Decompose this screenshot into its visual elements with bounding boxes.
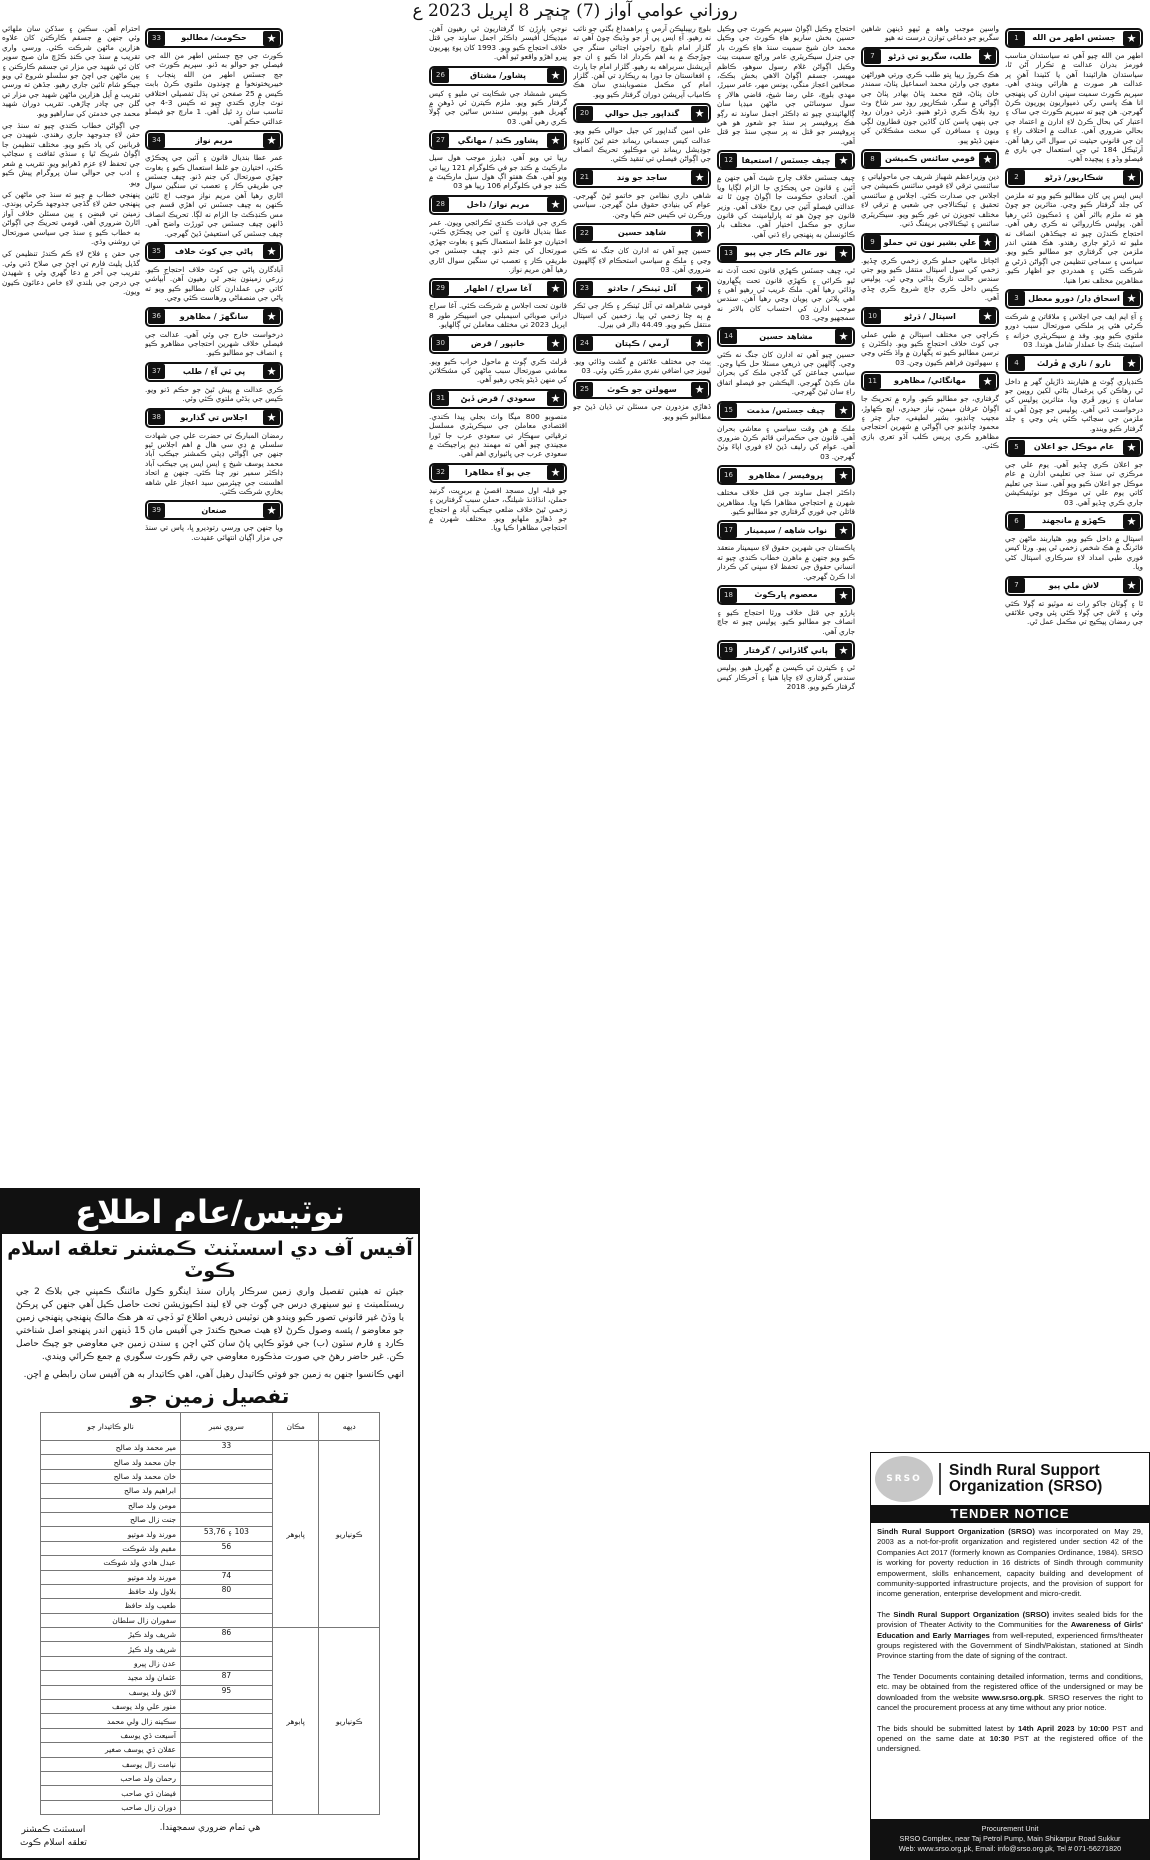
- owner-cell: جان محمد ولد صالح: [41, 1455, 181, 1469]
- article-text: ڪنڊياري ڳوٺ ۾ هٿياربند ڌاڙيلن گهر ۾ داخل ٿي رهاڪن کي يرغمال بڻائي لکين روپين جو سامان ۽ زيور ڦري ويا. متاثرين پوليس کي درخواست ڏني آهي. پوليس جو چوڻ آهي ته ملزمن جي سڃاڻپ ڪئي پئي وڃي ۽ جلد گرفتار ڪيو ويندو.: [1005, 376, 1143, 433]
- survey-cell: [181, 1656, 273, 1670]
- section-title: پي ٽي آءِ / طلب: [182, 367, 246, 377]
- section-header: [717, 327, 855, 347]
- star-icon: ★: [547, 391, 564, 406]
- section-header: [1005, 168, 1143, 188]
- owner-cell: جنت زال صالح: [41, 1512, 181, 1526]
- srso-website-link[interactable]: www.srso.org.pk: [982, 1692, 1043, 1702]
- section-header: [717, 243, 855, 263]
- col-header-owner: نالو ڪاتيدار جو: [41, 1413, 181, 1441]
- section-number-badge: 21: [576, 170, 593, 185]
- column-7: [2, 24, 140, 1184]
- owner-cell: ابراهيم ولد صالح: [41, 1484, 181, 1498]
- survey-cell: [181, 1599, 273, 1613]
- owner-cell: عدن زال پيرو: [41, 1656, 181, 1670]
- article-text: ٿي ۽ ڪيترن ئي ڪيسن ۾ گهربل هيو. پوليس سندس گرفتاري لاءِ ڇاپا هنيا ۽ آخرڪار کيس گرفتار ڪيو ويو. 2018: [717, 663, 855, 692]
- section-number-badge: 25: [576, 382, 593, 397]
- survey-cell: [181, 1455, 273, 1469]
- star-icon: ★: [547, 465, 564, 480]
- section-title: پروفيسر / مظاهرو: [748, 470, 824, 480]
- article-text: اطهر من الله چيو آهي ته سياستدان مناسب فورمز بدران عدالت ۾ تڪرار آڻن ٿا، سياستدان هارائيندا آهن يا کٽيندا آهن پر عدالت هر صورت ۾ هارائي ويندي آهي. سپريم ڪورٽ سميت سڀني ادارن کي پنهنجي انا هڪ پاسي رکي ذميواريون پوريون ڪرڻ گهرجن. هن چيو ته سپريم ڪورٽ جي ساک ۽ اعتبار کي بحال ڪرڻ لاءِ ادارن ۾ اعتماد جي بحالي ضروري آهي. عدالت ۾ اختلاف راءِ ۽ ان جي قانوني حيثيت تي سوال اٿي رهيا آهن. آرٽيڪل 184 ٽي جي استعمال جي باري ۾ فيصلو وڏو ۽ پيچيده آهي.: [1005, 51, 1143, 164]
- section-header: [573, 103, 711, 123]
- section-title: آرمي / ڪپتان: [615, 338, 669, 348]
- article-text: گرفتاري، جو مطالبو ڪيو. واره ۾ تحريڪ جا اڳواڻ عرفان ميمڻ، نياز حيدري، ايڇ ڪهاوڙ، مجيب چانڊيو، بشير لطيفي، جبار چتر ۽ محمود چانڊيو جي اڳواڻي ۾ شهرين احتجاجي مظاهرو ڪري پريس ڪلب آڏو تعري بازي ڪئي.: [861, 394, 999, 451]
- owner-cell: نيامت زال يوسف: [41, 1757, 181, 1771]
- article-text: ڪيس شمشاد جي شڪايت تي مليو ۽ کيس گرفتار ڪيو ويو. ملزم ڪيترن ئي ڏوهن ۾ گهربل هيو. پوليس سندس ساٿين جي ڳولا ڪري رهي آهي. 03: [429, 88, 567, 126]
- section-header: [429, 463, 567, 483]
- section-title: جسٽس اطهر من الله: [1032, 33, 1116, 43]
- article-text: هڪ ڪروڙ رپيا ڀتو طلب ڪري ورتي هوراڻهن مغوي جي وارثن محمد اسماعيل پٺاڻ، سمندر خان پٺاڻ، فتح محمد پٺاڻ بهادر پٺاڻ جي اڳواڻي ۾ سگر، شڪارپور روڊ سر شاخ وٽ روڊ بلاڪ ڪري ڌرڻو هنيو. ڌرڻي دوران روڊ جي ٻنهي پاسن کان گاڏين جون قطارون لڳي ويون ۽ مسافرن کي سخت مشڪلاتن کي منهن ڏيڻو پيو.: [861, 69, 999, 145]
- star-icon: ★: [979, 235, 996, 250]
- column-4: [573, 24, 711, 1860]
- survey-cell: [181, 1700, 273, 1714]
- section-number-badge: 31: [432, 391, 449, 406]
- section-header: [145, 28, 283, 48]
- section-title: شاهد حسين: [617, 228, 667, 238]
- section-number-badge: 35: [148, 244, 165, 259]
- section-title: پاڻي جي کوٽ خلاف: [174, 247, 254, 257]
- section-number-badge: 30: [432, 336, 449, 351]
- star-icon: ★: [979, 374, 996, 389]
- star-icon: ★: [835, 468, 852, 483]
- section-title: لاش ملي پيو: [1048, 580, 1100, 590]
- table-row: [41, 1441, 380, 1455]
- owner-cell: شريف ولد ڪيڙ: [41, 1628, 181, 1642]
- section-header: [429, 66, 567, 86]
- section-number-badge: 6: [1008, 514, 1025, 529]
- star-icon: ★: [1123, 31, 1140, 46]
- article-text: نوجي ٻارڙن کا گرفتاريون ٿي رهيون آهن. ميڊيڪل آفيسر ڊاڪٽر اجمل ساوند جي قتل خلاف احتجاج ڪيو ويو. 1993 کان پوءِ پهريون ڀيرو اهڙو واقعو ٿيو آهي.: [429, 24, 567, 62]
- section-header: [429, 389, 567, 409]
- section-title: اسحاق ڊار/ دورو معطل: [1028, 294, 1120, 304]
- article-text: اسپتال ۾ داخل ڪيو ويو. هٿياربند ماڻهن جي فائرنگ ۾ هڪ شخص زخمي ٿي پيو. ورثا کيس فوري طبي امداد لاءِ سرڪاري اسپتال کڻي ويا.: [1005, 534, 1143, 572]
- signature-title: اسسٽنٽ ڪمشنر: [21, 1825, 86, 1835]
- star-icon: ★: [691, 106, 708, 121]
- srso-para-1: Sindh Rural Support Organization (SRSO) was incorporated on May 29, 2003 as a not-for-profit organization and registered under section 42 of the Companies Act 2017 (formerly known as Companies Ordinance, 1984). SRSO is working for poverty reduction in 16 districts of Sindh through community empowerment, skills enhancement, capacity building and development of community-supported infrastructure projects, and the provision of support for income generation, enterprise development and micro-credit.: [877, 1527, 1143, 1599]
- article-text: جو اعلان ڪري ڇڏيو آهي. يوم علي جي مرڪزي تي سنڌ جي تعليمي ادارن ۾ عام موڪل جو اعلان ڪيو ويو آهي. سنڌ جي تعليم کاتي يوم علي تي موڪل جو نوٽيفڪيشن جاري ڪري ڇڏيو آهي. 03: [1005, 460, 1143, 507]
- section-header: [717, 401, 855, 421]
- section-number-badge: 12: [720, 153, 737, 168]
- article-text: جو قبلہ اول مسجد اقصيٰ ۾ بربريت، گرنيڊ حملن، انڌاڌنڌ شيلنگ، حملن سبب گرفتارين ۽ زخمي ٿيڻ خلاف ضلعي جيڪب آباد ۾ احتجاج جو ڏهاڙو ملهايو ويو. مختلف شهرن ۾ احتجاجي مظاهرا ڪيا ويا.: [429, 485, 567, 533]
- star-icon: ★: [979, 309, 996, 324]
- survey-cell: 86: [181, 1628, 273, 1642]
- section-header: [861, 149, 999, 169]
- owner-cell: مورند ولد موتيو: [41, 1527, 181, 1541]
- section-header: [145, 130, 283, 150]
- section-number-badge: 7: [1008, 578, 1025, 593]
- survey-cell: 87: [181, 1671, 273, 1685]
- column-6: [145, 24, 283, 1184]
- survey-cell: [181, 1498, 273, 1512]
- section-title: معصوم ڀارڪوٽ: [754, 590, 818, 600]
- article-text: واسين موجب واهه ۾ ٽيهو ڏينهن شاهين سگريو جو دماغي توازن درست نه هيو: [861, 24, 999, 43]
- section-number-badge: 39: [148, 503, 165, 518]
- star-icon: ★: [547, 281, 564, 296]
- owner-cell: شريف ولد ڪيڙ: [41, 1642, 181, 1656]
- section-number-badge: 1: [1008, 31, 1025, 46]
- owner-cell: لائق ولد يوسف: [41, 1685, 181, 1699]
- section-number-badge: 3: [1008, 291, 1025, 306]
- star-icon: ★: [979, 49, 996, 64]
- section-header: [1005, 289, 1143, 309]
- article-text: آبادگارن پاڻي جي کوٽ خلاف احتجاج ڪيو. زرعي زمينون بنجر ٿي رهيون آهن. آبپاشي کاتي جي عملدارن کان مطالبو ڪيو ويو ته پاڻي جي منصفاڻي ورهاست ڪئي وڃي.: [145, 264, 283, 303]
- article-text: احتجاج وڪيل اڳواڻ سپريم ڪورٽ جي وڪيل حسين بخش ساريو هاءِ ڪورٽ جي وڪيل محمد خان شيخ سميت سنڌ هاءِ ڪورٽ بار جي جنرل سيڪريٽري عامر وراڻچ سميت بيٺ وڪيل اڳواڻن غلام رسول سوهو، ڪاظم مهيسر، جسقم اڳواڻ الاهي بخش بڪڪ، صحافين اعجاز منگي، يونس مهر، عامر سيرڙ، مهدي بلوچ، علي رضا شيخ، قاضي هالار ۽ سول سوسائٽي جي ماڻهن ميڊيا سان ڳالهائيندي چيو ته ڊاڪٽر اجمل ساوند نه رڳو هڪ پروفيسر پر سنڌ جو شعور هو هي پروفيسر جو قتل نه پر سڄي سنڌ جو قتل آهي.: [717, 24, 855, 146]
- section-header: [717, 585, 855, 605]
- article-text: بلوچ ريپبليڪن آرمي ۽ براهمداغ بگٽي جو نائب نه رهيو. آءِ ايس پي آر جو وڌيڪ چوڻ آهي ته گلزار امام بلوچ راجوئي اجتائي سنگر جي جوڙجڪ ۾ به اهم ڪردار ادا ڪيو ۽ ان جو آپريشنل سربراهه به رهيو. گلزار امام جا پارٽ ۽ افغانستان جا دورا به ريڪارڊ تي آهن. گلزار امام کي مڪمل منصوبابندي سان هڪ ڪامياب آپريشن دوران گرفتار ڪيو ويو.: [573, 24, 711, 99]
- section-number-badge: 10: [864, 309, 881, 324]
- section-number-badge: 7: [864, 49, 881, 64]
- owner-cell: سفوران زال سلطان: [41, 1613, 181, 1627]
- section-header: [1005, 511, 1143, 531]
- owner-cell: سڪينه زال ولي محمد: [41, 1714, 181, 1728]
- star-icon: ★: [835, 329, 852, 344]
- section-number-badge: 16: [720, 468, 737, 483]
- section-title: مشاهد حسين: [759, 331, 813, 341]
- article-text: ڪري عدالت ۾ پيش ٿيڻ جو حڪم ڏنو ويو. ڪيس جي ٻڌڻي ملتوي ڪئي وئي.: [145, 384, 283, 404]
- section-header: [717, 150, 855, 170]
- section-title: مريم نواز/ داخل: [466, 200, 530, 210]
- star-icon: ★: [835, 403, 852, 418]
- article-text: احترام آهن. سڪين ۽ سڏکن سان ملهائي وئي جنهن ۾ جسقم ڪارڪنن کان علاوه هزارين ماڻهن شرڪت ڪئي. ورسي واري تقريب ۾ سنڌ جي ڪنڊ ڪڙڇ مان صبح سوير کان ئي شهيد جي مزار تي جسقم ڪارڪنن ۽ ٻين ماڻهن جي اچڻ جو سلسلو شروع ٿي ويو جيڪو شام تائين جاري رهيو. جڏهن ته ورسي تقريب ۾ اَيل هزارين ماڻهن شهيد جي مزار تي گلن جي چادر چاڙهي. تقريب دوران شهيد محمد جي خدمتن کي ساراهيو ويو.: [2, 24, 140, 118]
- section-number-badge: 32: [432, 465, 449, 480]
- section-header: [429, 195, 567, 215]
- star-icon: ★: [835, 153, 852, 168]
- section-title: چيف جسٽس/ مذمت: [746, 405, 826, 415]
- section-header: [1005, 576, 1143, 596]
- article-text: ٿا ۽ ڳوٺان جاکو رات نه موٽيو ته ڳولا ڪئي وئي ۽ لاش جي ڳولا ڪئي پئي وڃي علائقي جي رمضان پيڪيج تي مڪمل عمل ٿي.: [1005, 598, 1143, 627]
- section-number-badge: 15: [720, 403, 737, 418]
- tender-notice-banner: TENDER NOTICE: [871, 1505, 1149, 1523]
- section-number-badge: 22: [576, 226, 593, 241]
- star-icon: ★: [547, 336, 564, 351]
- section-header: [861, 371, 999, 391]
- survey-cell: [181, 1469, 273, 1483]
- star-icon: ★: [1123, 440, 1140, 455]
- table-row: [41, 1628, 380, 1642]
- notice-office-title: آفيس آف دي اسسٽنٽ ڪمشنر تعلقه اسلام ڪوٽ: [7, 1238, 413, 1282]
- section-title: شڪارپور/ ڌرڻو: [1044, 173, 1104, 183]
- survey-cell: [181, 1642, 273, 1656]
- section-number-badge: 24: [576, 336, 593, 351]
- section-title: چيف جسٽس / استعيفا: [741, 155, 831, 165]
- section-header: [429, 130, 567, 150]
- survey-cell: 56: [181, 1541, 273, 1555]
- section-title: مهانگائي/ مظاهرو: [894, 376, 966, 386]
- section-number-badge: 33: [148, 31, 165, 46]
- survey-cell: [181, 1800, 273, 1814]
- article-text: رپيا تي ويو آهي. ڊيلرز موجب هول سيل مارڪيٽ ۾ ڪنڊ جو في ڪلوگرام 121 رپيا تي ويو آهي. هڪ هفتو اڳ هول سيل مارڪيٽ ۾ ڪنڊ جو في ڪلوگرام 106 رپيا هو 03: [429, 153, 567, 191]
- section-title: حڪومت/ مطالبو: [181, 33, 247, 43]
- article-text: علي امين گنداپور کي جيل حوالي ڪيو ويو. عدالت کيس جسماني ريمانڊ ختم ٿيڻ کانپوءِ جوڊيشل ريمانڊ تي موڪليو. تحريڪ انصاف جي اڳواڻن فيصلي تي تنقيد ڪئي.: [573, 126, 711, 164]
- star-icon: ★: [1123, 291, 1140, 306]
- star-icon: ★: [547, 197, 564, 212]
- section-header: [145, 500, 283, 520]
- section-title: صنعان: [201, 505, 227, 515]
- section-header: [1005, 28, 1143, 48]
- article-text: ڏهاڙي مزدورن جي مسئلن تي ڌيان ڏيڻ جو مطالبو ڪيو ويو.: [573, 402, 711, 421]
- survey-cell: 80: [181, 1584, 273, 1598]
- section-number-badge: 34: [148, 133, 165, 148]
- star-icon: ★: [547, 68, 564, 83]
- srso-para-2: The Sindh Rural Support Organization (SRSO) invites sealed bids for the provision of Theater Activity to the Communities for the Awareness of Girls' Education and Early Marriages from well-reputed, experienced firms/theater groups registered with the Government of Sindh/Pakistan, stationed at Sindh Province starting from the date of signing of the contract.: [877, 1609, 1143, 1661]
- star-icon: ★: [979, 152, 996, 167]
- notice-body: جيئن ته هيٺين تفصيل واري زمين سرڪار پاران سنڌ اينگرو ڪول مائننگ ڪمپني جي بلاڪ 2 جي ريسٽلمينٽ ۽ نيو سينهري درس جي ڳوٺ جي لاءِ لينڊ اڪيوزيشن تحت حاصل ڪيل آهي جنهن کي پرڪڻ يا وڏڻ غير قانوني تصور ڪيو ويندو هن نوٽيس ذريعي اطلاع ٿو ڏجي ته هر هڪ مالڪ پنهنجي پنهنجي زمين جو معاوضو / پئسه وصول ڪرڻ لاءِ هيٺ صحيح ڪندڙ جي آفيس مان 15 ڏينهن اندر پنهنجو اصل شناختي ڪارڊ ۽ فارم سٽون (ب) جي فوٽو ڪاپي پاڻ سان کڻي اچن ۽ سندن زمين جي معاوضي جو چيڪ حاصل ڪن. غير حاضر رهڻ جي صورت مذڪوره معاوضي جي رقم ڪورٽ سگوري ۾ جمع ڪرائي ويندي.: [16, 1287, 405, 1362]
- section-number-badge: 36: [148, 309, 165, 324]
- article-text: ڪري جي قيادت ڪندي ٽڪرائجي ويون. عمر عطا بنديال قانون ۽ آئين جي ڀڃڪڙي ڪئي، اختيارن جو غلط استعمال ڪيو ۽ بغاوت جهڙي صورتحال کي جنم ڏنو. چيف جسٽس جي طريقي ڪار ۽ تعصب تي سنگين سوال اٿاري رهيا آهن مريم نواز.: [429, 217, 567, 274]
- article-text: منصوبو 800 ميگا واٽ بجلي پيدا ڪندي. اقتصادي معاملن جي سيڪريٽري مسلسل ترقياتي سهڪار تي سعودي عرب جا ٿورا مڃيندي چيو آهي ته مهمند ڊيم پراجيڪٽ ۾ سعودي عرب جي ڀائيواري اهم آهي.: [429, 411, 567, 459]
- section-title: نارو / ناري ۾ ڦرلٽ: [1037, 358, 1111, 368]
- star-icon: ★: [263, 133, 280, 148]
- section-header: [429, 278, 567, 298]
- owner-cell: رحمان ولد صاحب: [41, 1771, 181, 1785]
- survey-cell: [181, 1512, 273, 1526]
- article-text: دين وزيراعظم شهباز شريف جي ماحولياتي ۽ سائنسي ترقي لاءِ قومي سائنس ڪميشن جي اجلاس جي صدارت ڪئي. اجلاس ۾ سائنسي تحقيق ۽ ٽيڪنالاجي جي شعبي ۾ ترقي لاءِ مختلف تجويزن تي غور ڪيو ويو. سيڪريٽري سائنس ۽ ٽيڪنالاجي بريفنگ ڏني.: [861, 172, 999, 229]
- srso-para-4: The bids should be submitted latest by 14th April 2023 by 10:00 PST and opened on the same date at 10:30 PST at the registered office of the undersigned.: [877, 1723, 1143, 1754]
- article-text: ڊاڪٽر اجمل ساوند جي قتل خلاف مختلف شهرن ۾ احتجاجي مظاهرا ڪيا ويا. مظاهرين قاتلن جي فوري گرفتاري جو مطالبو ڪيو.: [717, 488, 855, 517]
- survey-cell: 95: [181, 1685, 273, 1699]
- newspaper-masthead: روزاني عوامي آواز (7) ڇنڇر 8 اپريل 2023 ع: [412, 1, 738, 21]
- article-text: ڪورٽ جي جج جسٽس اطهر من الله جي فيصلي جو حوالو به ڏنو. سپريم ڪورٽ جي جج جسٽس اطهر من الله پنجاب ۽ خيبرپختونخوا ۾ چونڊون ملتوي ڪرڻ بابت ڪيس ۾ 25 صفحن تي ٻڌل تفصيلي اختلافي نوٽ جاري ڪندي چيو ته ڪيس 3-4 جي تناسب سان رد ٿيل آهي. 1 مارچ جو فيصلو عدالتي حڪم آهي.: [145, 51, 283, 126]
- survey-cell: 74: [181, 1570, 273, 1584]
- article-text: ٻارڙو جي قتل خلاف ورثا احتجاج ڪيو ۽ انصاف جو مطالبو ڪيو. پوليس چيو ته جاچ جاري آهي.: [717, 608, 855, 636]
- star-icon: ★: [263, 503, 280, 518]
- star-icon: ★: [263, 410, 280, 425]
- section-number-badge: 14: [720, 329, 737, 344]
- srso-logo-icon: SRSO: [875, 1456, 933, 1502]
- section-title: مريم نواز: [195, 135, 233, 145]
- star-icon: ★: [835, 643, 852, 658]
- owner-cell: فيضان ڌي صاحب: [41, 1786, 181, 1800]
- star-icon: ★: [691, 336, 708, 351]
- section-header: [429, 334, 567, 354]
- section-number-badge: 19: [720, 643, 737, 658]
- notice-closing: هي تمام ضروري سمجهندا.: [159, 1823, 261, 1834]
- survey-cell: [181, 1757, 273, 1771]
- section-title: اجلاس تي گذاريو: [180, 412, 248, 422]
- section-header: [717, 520, 855, 540]
- srso-footer: Procurement Unit SRSO Complex, near Taj Petrol Pump, Main Shikarpur Road Sukkur Web: www.srso.org.pk, Email: info@srso.org.pk, Tel # 071-56271820: [871, 1819, 1149, 1859]
- section-header: [717, 640, 855, 660]
- notice-body-2: انهي ڪانسوا جنهن به زمين جو فوتي ڪاتيدل رهيل آهي، اهي ڪاتيدار به هن آفيس سان رابطي ۾ اچن.: [23, 1370, 404, 1380]
- col-header-deh: ديهه: [319, 1413, 380, 1441]
- owner-cell: طعيب ولد حافظ: [41, 1599, 181, 1613]
- section-header: [145, 408, 283, 428]
- star-icon: ★: [263, 364, 280, 379]
- section-number-badge: 17: [720, 523, 737, 538]
- article-text: قومي شاهراهه تي آئل ٽينڪر ۽ ڪار جي ٽڪر ۾ ٻه ڄڻا زخمي ٿي پيا. زخمين کي اسپتال منتقل ڪيو ويو. 44.49 ڊالر في بيرل.: [573, 301, 711, 330]
- article-text: حسين چيو آهي ته ادارن کان جنگ نه ڪئي وڃي. ڳالهين جي ذريعي مسئلا حل ڪيا وڃن. سياسي جماعتن کي گڏجي ملڪ کي بحران مان ڪڍڻ گهرجي. اليڪشن جو فيصلو اتفاق راءِ سان ٿيڻ گهرجي.: [717, 349, 855, 397]
- section-header: [145, 362, 283, 382]
- section-title: خانپور / قرض: [470, 338, 526, 348]
- owner-cell: بلاول ولد حافظ: [41, 1584, 181, 1598]
- col-header-survey: سروي نمبر: [181, 1413, 273, 1441]
- section-number-badge: 20: [576, 106, 593, 121]
- owner-cell: عبدل هادي ولد شوڪت: [41, 1556, 181, 1570]
- section-header: [861, 307, 999, 327]
- section-title: عام موڪل جو اعلان: [1033, 442, 1115, 452]
- owner-cell: آسيعت ڌي يوسف: [41, 1728, 181, 1742]
- section-number-badge: 23: [576, 281, 593, 296]
- survey-cell: [181, 1556, 273, 1570]
- makan-cell: پابوهر: [272, 1441, 319, 1628]
- owner-cell: منور علي ولد يوسف: [41, 1700, 181, 1714]
- notice-banner: نوٽيس/عام اطلاع: [2, 1190, 418, 1234]
- article-text: قانون تحت اجلاس ۾ شرڪت ڪئي. آغا سراج دراني صوبائي اسيمبلي جي اسپيڪر طور 8 اپريل 2023 تي مختلف معاملن تي ڳالهايو.: [429, 301, 567, 330]
- land-table-title: تفصيل زمين جو: [130, 1384, 290, 1408]
- star-icon: ★: [835, 246, 852, 261]
- srso-org-name: Sindh Rural Support Organization (SRSO): [939, 1463, 1145, 1495]
- star-icon: ★: [1123, 170, 1140, 185]
- section-number-badge: 26: [432, 68, 449, 83]
- section-title: اسپتال / ڌرڻو: [904, 311, 956, 321]
- section-number-badge: 4: [1008, 356, 1025, 371]
- article-text: ۽ آءِ ايم ايف جي اجلاس ۽ ملاقاتن ۾ شرڪت ڪرڻي هئي پر ملڪي صورتحال سبب دورو ملتوي ڪيو ويو. وفد ۾ سيڪريٽري خزانه ۽ اسٽيٽ بئنڪ جا عملدار شامل هوندا. 03: [1005, 311, 1143, 350]
- star-icon: ★: [1123, 356, 1140, 371]
- article-text: درخواست خارج جي وئي آهي. عدالت جي فيصلي خلاف شهرين احتجاجي مظاهرو ڪيو ۽ انصاف جو مطالبو ڪيو.: [145, 329, 283, 358]
- srso-tender-ad: [870, 1452, 1150, 1860]
- column-5: [429, 24, 567, 1860]
- article-text: ٿي، چيف جسٽس ڪهڙي قانون تحت آڊٽ نه ٿيو ڪرائي ۽ ڪهڙي قانون تحت پگهارون وڌائي رهيا آهن. ملڪ غريب ٿي رهيو آهي ۽ اهي پلاٽن جي پويان وڃي رهيا آهن. سندس موجب ادارن کي احتساب کان بالاتر نه سمجهيو وڃي. 03: [717, 266, 855, 323]
- section-header: [1005, 437, 1143, 457]
- star-icon: ★: [1123, 514, 1140, 529]
- owner-cell: مقيم ولد شوڪت: [41, 1541, 181, 1555]
- survey-cell: [181, 1714, 273, 1728]
- article-text: ڪراچي جي مختلف اسپتالن ۾ طبي عملي جي کوٽ خلاف احتجاج ڪيو ويو. ڊاڪٽرن ۽ نرسن مطالبو ڪيو ته پگهارن ۾ واڌ ڪئي وڃي ۽ سهولتون فراهم ڪيون وڃن. 03: [861, 329, 999, 367]
- section-header: [573, 223, 711, 243]
- column-1: [1005, 24, 1143, 1444]
- star-icon: ★: [263, 309, 280, 324]
- column-2: [861, 24, 999, 1444]
- public-notice-ad: [0, 1188, 420, 1860]
- srso-para-3: The Tender Documents containing detailed information, terms and conditions, etc. may be obtained from the registered office of the undersigned or may be downloaded from the website www.srso.org.pk. SRSO reserves the right to cancel the procurement process at any time without any prior notice.: [877, 1671, 1143, 1713]
- section-number-badge: 18: [720, 588, 737, 603]
- owner-cell: خان محمد ولد صالح: [41, 1469, 181, 1483]
- survey-cell: 103 ۽ 53,76: [181, 1527, 273, 1541]
- article-text: رمضان المبارڪ تي حضرت علي جي شهادت سلسلي ۾ ڊي سي هال ۾ اهم اجلاس ٿيو جنهن جي اڳواڻي ڊپٽي ڪمشنر جيڪب آباد محمد يوسف شيخ ۽ ايس ايس پي جيڪب آباد ڊاڪٽر سمير نور چنا ڪئي. جنهن ۾ اتحاد اهلسنت جي چيئرمين سيد اعجاز علي شاهه بخاري شرڪت ڪئي.: [145, 430, 283, 496]
- section-number-badge: 27: [432, 133, 449, 148]
- owner-cell: دوران زال صاحب: [41, 1800, 181, 1814]
- star-icon: ★: [263, 244, 280, 259]
- section-title: نواب شاهه / سيمينار: [745, 525, 827, 535]
- article-text: حسين چيو آهي ته ادارن کان جنگ نه ڪئي وڃي ۽ ملڪ ۾ سياسي استحڪام لاءِ ڳالهيون ضروري آهن. 03: [573, 246, 711, 274]
- article-text: ايس ايس پي کان مطالبو ڪيو ويو ته ملزمن کي جلد گرفتار ڪيو وڃي. متاثرين جو چوڻ هو ته ملزم بااثر آهن ۽ ڌمڪيون ڏئي رهيا آهن. پوليس ڪارروائي نه ڪري رهي آهي. احتجاج ڪندڙن چيو ته جيڪڏهن انصاف نه مليو ته ڌرڻو جاري رهندو. هڪ هفتي اندر ملزمن جي گرفتاري جو مطالبو ڪيو ويو. سياسي ۽ سماجي تنظيمن جي اڳواڻن ڌرڻي ۾ شرڪت ڪئي ۽ همدردي جو اظهار ڪيو. مظاهرين مختلف نعرا هنيا.: [1005, 190, 1143, 285]
- section-title: پشاور ڪنڊ / مهانگي: [457, 135, 539, 145]
- star-icon: ★: [835, 588, 852, 603]
- signature-office: تعلقه اسلام ڪوٽ: [20, 1838, 87, 1848]
- section-number-badge: 37: [148, 364, 165, 379]
- deh-cell: ڪونياريو: [319, 1628, 380, 1815]
- article-text: پاڪستان جي شهرين حقوق لاءِ سيمينار منعقد ڪيو ويو جنهن ۾ ماهرن خطاب ڪندي چيو ته انساني حقوق جي تحفظ لاءِ سڀني کي ڪردار ادا ڪرڻ گهرجي.: [717, 543, 855, 581]
- section-title: سهولتن جو ڪوٽ: [607, 384, 677, 394]
- article-text: عمر عطا بنديال قانون ۽ آئين جي ڀڃڪڙي ڪئي، اختيارن جو غلط استعمال ڪيو ۽ بغاوت جهڙي صورتحال کي جنم ڏنو. چيف جسٽس جي طريقي ڪار ۽ تعصب تي سنگين سوال اٿاري رهيا آهن مريم نواز موجب اڄ ٽائين ڪنهن به چيف جسٽس تي اهڙي قسم جي مس ڪنڊڪٽ جا الزام نه لڳا. تحريڪ انصاف ڏانهن چيف جسٽس جي ٿورڙت واضح آهي. چيف جسٽس کي استعيفيٰ ڏيڻ گهرجي.: [145, 153, 283, 238]
- section-title: سانگهڙ / مظاهرو: [179, 311, 249, 321]
- owner-cell: مومن ولد صالح: [41, 1498, 181, 1512]
- article-text: ملڪ ۾ هن وقت سياسي ۽ معاشي بحران آهي. قانون جي حڪمراني قائم ڪرڻ ضروري آهي. عوام کي رليف ڏيڻ لاءِ فوري اپاءَ وٺڻ گهرجن. 03: [717, 423, 855, 461]
- section-number-badge: 5: [1008, 440, 1025, 455]
- section-header: [573, 168, 711, 188]
- survey-cell: [181, 1613, 273, 1627]
- notice-signature: [20, 1824, 87, 1850]
- section-header: [861, 47, 999, 67]
- article-text: چيف جسٽس خلاف چارج شيٽ آهي جنهن ۾ آئين ۽ قانون جي ڀڃڪڙي جا الزام لڳايا ويا آهن. اتحادي حڪومت جا اڳواڻ چون ٿا ته عدالتي فيصلو آئين جي روح خلاف آهي. وزير قانون جو چوڻ هو ته پارليامينٽ کي قانون سازي جو مڪمل اختيار آهي. مختلف بار ڪائونسلن به پنهنجي راءِ ڏني آهي.: [717, 173, 855, 239]
- section-number-badge: 9: [864, 235, 881, 250]
- section-number-badge: 2: [1008, 170, 1025, 185]
- article-text: اڻڄاتل ماڻهن حملو ڪري زخمي ڪري ڇڏيو. زخمي کي سول اسپتال منتقل ڪيو ويو جتي سندس حالت نازڪ ٻڌائي وڃي ٿي. پوليس ڪيس داخل ڪري جاچ شروع ڪري ڇڏي آهي.: [861, 255, 999, 303]
- star-icon: ★: [691, 170, 708, 185]
- article-text: ڦرلٽ ڪري ڳوٺ ۾ ماحول خراب ڪيو ويو. معاشي صورتحال سبب ماڻهن کي مشڪلاتن کي منهن ڏيڻو پئجي رهيو آهي.: [429, 356, 567, 385]
- star-icon: ★: [263, 31, 280, 46]
- section-title: آئل ٽينڪر / حادثو: [607, 283, 677, 293]
- section-header: [145, 307, 283, 327]
- section-number-badge: 29: [432, 281, 449, 296]
- article-text: شاهي داري نظامن جو خاتمو ٿيڻ گهرجي. عوام کي بنيادي حقوق ملڻ گهرجن. سياسي ورڪرن تي ڪيس ختم ڪيا وڃن.: [573, 190, 711, 219]
- section-header: [573, 278, 711, 298]
- owner-cell: عثمان ولد مجيد: [41, 1671, 181, 1685]
- makan-cell: پابوهر: [272, 1628, 319, 1815]
- deh-cell: ڪونياريو: [319, 1441, 380, 1628]
- article-text: ٻيٽ جي مختلف علائقن ۾ گشت وڌائي ويو. ليويز جي اضافي نفري مقرر ڪئي وئي. 03: [573, 356, 711, 375]
- section-title: ٻاني گاڏراني / گرفتار: [744, 645, 828, 655]
- section-header: [573, 334, 711, 354]
- section-header: [717, 465, 855, 485]
- star-icon: ★: [691, 382, 708, 397]
- section-header: [1005, 354, 1143, 374]
- article-text: جي اڳواڻن خطاب ڪندي چيو ته سنڌ جي حقن لاءِ جدوجهد جاري رهندي. شهيدن جي قربانين کي ياد ڪيو ويو. مختلف تنظيمن جا اڳواڻ شريڪ ٿيا ۽ سنڌي ثقافت ۽ سڃاڻپ جي تحفظ لاءِ عزم ڏهرايو ويو. تقريب ۾ شعر ۽ ادب جي حوالي سان پروگرام پيش ڪيو ويو.: [2, 121, 140, 187]
- star-icon: ★: [691, 281, 708, 296]
- section-title: قومي سائنس ڪميشن: [885, 154, 975, 164]
- section-title: طلب، سگريو تي ڌرڻو: [888, 52, 972, 62]
- survey-cell: [181, 1743, 273, 1757]
- section-number-badge: 13: [720, 246, 737, 261]
- star-icon: ★: [1123, 578, 1140, 593]
- section-number-badge: 11: [864, 374, 881, 389]
- survey-cell: [181, 1771, 273, 1785]
- section-title: علي بشير نون تي حملو: [883, 237, 977, 247]
- survey-cell: [181, 1728, 273, 1742]
- section-number-badge: 8: [864, 152, 881, 167]
- section-title: جي يو آءِ مظاهرا: [464, 468, 532, 478]
- star-icon: ★: [835, 523, 852, 538]
- survey-cell: [181, 1786, 273, 1800]
- star-icon: ★: [691, 226, 708, 241]
- section-title: سعودي / قرض ڏيڻ: [460, 394, 536, 404]
- section-title: آغا سراج / اظهار: [464, 283, 532, 293]
- section-title: گنداپور جيل حوالي: [604, 108, 680, 118]
- section-header: [145, 242, 283, 262]
- land-details-table: [40, 1412, 380, 1815]
- section-header: [861, 233, 999, 253]
- column-3: [717, 24, 855, 1860]
- owner-cell: عقلان ڌي يوسف صغير: [41, 1743, 181, 1757]
- article-text: جي حقن ۽ فلاح لاءِ ڪم ڪندڙ تنظيمن کي گڏيل پليٽ فارم تي اچڻ جي صلاح ڏني وئي. تقريب جي آخر ۾ دعا گهري وئي ۽ شهيدن جي درجن جي بلندي لاءِ خاص دعائون ڪيون ويون.: [2, 249, 140, 296]
- survey-cell: [181, 1484, 273, 1498]
- article-text: ويا جنهن جي ورسي رتوديرو ڀا، پاس تي سنڌ جي مزار اڳيان انتهائي عقيدت.: [145, 523, 283, 542]
- section-number-badge: 38: [148, 410, 165, 425]
- star-icon: ★: [547, 133, 564, 148]
- section-title: نور عالم ڪار جي پيو: [744, 248, 828, 258]
- owner-cell: مير محمد ولد صالح: [41, 1441, 181, 1455]
- survey-cell: 33: [181, 1441, 273, 1455]
- col-header-makan: مڪان: [272, 1413, 319, 1441]
- article-text: پنهنجي خطاب ۾ چيو ته سنڌ جي ماڻهن کي پنهنجي حقن لاءِ گڏجي جدوجهد ڪرڻي پوندي. زمينن تي قبضن ۽ ٻين مسئلن خلاف آواز اٿارڻ ضروري آهي. قومي تحريڪ جي اڳواڻن به خطاب ڪيو ۽ سنڌ جي سياسي صورتحال تي روشني وڌي.: [2, 189, 140, 246]
- section-header: [573, 379, 711, 399]
- owner-cell: مورند ولد موتيو: [41, 1570, 181, 1584]
- section-title: ڪهڙو ۾ مانجهند: [1042, 516, 1106, 526]
- section-title: ساجد جو وند: [616, 173, 668, 183]
- section-title: پشاور/ مشتاق: [470, 70, 526, 80]
- section-number-badge: 28: [432, 197, 449, 212]
